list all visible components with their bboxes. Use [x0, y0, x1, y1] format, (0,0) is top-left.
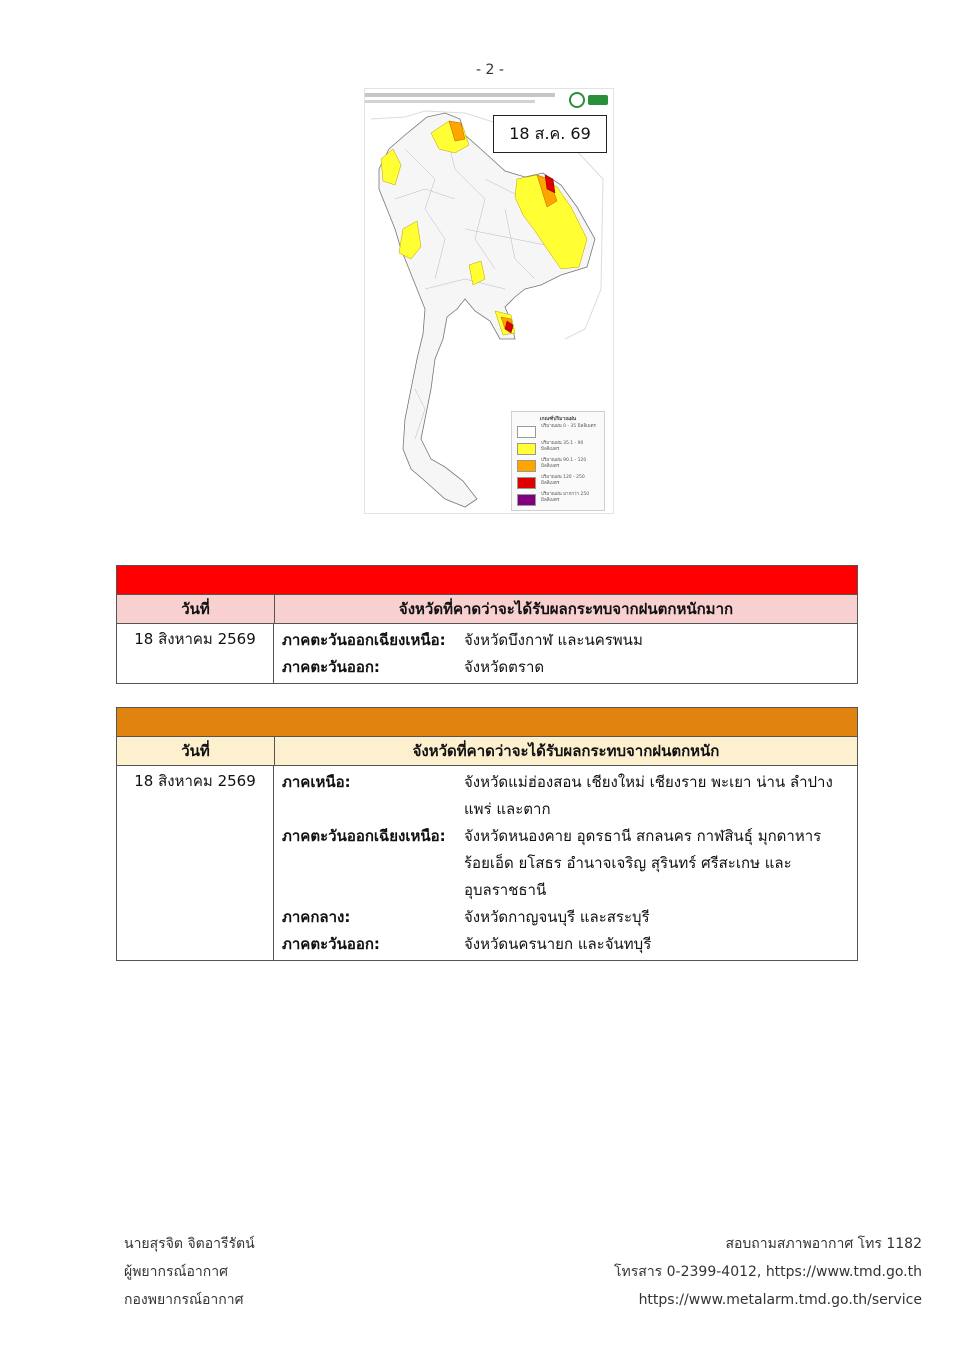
forecaster-title: ผู้พยากรณ์อากาศ [124, 1264, 228, 1280]
legend-label: ปริมาณฝน 120 - 250 มิลลิเมตร [541, 475, 585, 486]
province-list: จังหวัดตราด [464, 658, 545, 676]
legend-item [517, 475, 604, 491]
region-name: ภาคตะวันออกเฉียงเหนือ: [282, 631, 446, 649]
tmd-logo [570, 93, 608, 107]
region-row [282, 769, 857, 823]
region-row [282, 931, 857, 958]
table-header [117, 595, 857, 624]
legend-swatch [517, 494, 536, 506]
region-row [282, 627, 857, 654]
footer-signature [124, 1230, 255, 1314]
region-name: ภาคตะวันออก: [282, 935, 380, 953]
forecaster-name: นายสุรจิต จิตอารีรัตน์ [124, 1236, 255, 1252]
map-caption-bar [365, 93, 555, 97]
region-name: ภาคกลาง: [282, 908, 351, 926]
legend-swatch [517, 477, 536, 489]
header-date: วันที่ [117, 737, 275, 765]
legend-item [517, 441, 604, 457]
province-list: จังหวัดกาญจนบุรี และสระบุรี [464, 908, 650, 926]
forecast-date: 18 สิงหาคม 2569 [117, 766, 274, 960]
map-caption-bar [365, 100, 535, 103]
forecast-date: 18 สิงหาคม 2569 [117, 624, 274, 683]
legend-label: ปริมาณฝน 0 - 35 มิลลิเมตร [541, 424, 596, 429]
map-legend [511, 411, 605, 511]
table-header [117, 737, 857, 766]
legend-label: ปริมาณฝน มากกว่า 250 มิลลิเมตร [541, 492, 590, 503]
table-body [117, 624, 857, 683]
legend-item [517, 424, 604, 440]
region-name: ภาคเหนือ: [282, 773, 351, 791]
region-list [274, 766, 857, 960]
header-provinces: จังหวัดที่คาดว่าจะได้รับผลกระทบจากฝนตกหนัก [412, 742, 720, 760]
province-list: จังหวัดนครนายก และจันทบุรี [464, 935, 652, 953]
legend-item [517, 492, 604, 508]
region-name: ภาคตะวันออกเฉียงเหนือ: [282, 827, 446, 845]
province-list: จังหวัดหนองคาย อุดรธานี สกลนคร กาฬสินธุ์ มุกดาหาร ร้อยเอ็ด ยโสธร อำนาจเจริญ สุรินทร์ ศรีสะเกษ และอุบลราชธานี [464, 827, 822, 899]
contact-service-link[interactable]: https://www.metalarm.tmd.go.th/service [638, 1292, 922, 1308]
map-date-label: 18 ส.ค. 69 [493, 115, 607, 153]
heavy-rain-table [116, 707, 858, 961]
table-body [117, 766, 857, 960]
region-row [282, 904, 857, 931]
rainfall-forecast-map [364, 88, 614, 514]
footer-contact [614, 1230, 922, 1314]
legend-label: ปริมาณฝน 35.1 - 90 มิลลิเมตร [541, 441, 584, 452]
page-number: - 2 - [476, 62, 504, 78]
contact-phone: สอบถามสภาพอากาศ โทร 1182 [725, 1236, 922, 1252]
header-date: วันที่ [117, 595, 275, 623]
legend-label: ปริมาณฝน 90.1 - 120 มิลลิเมตร [541, 458, 587, 469]
region-name: ภาคตะวันออก: [282, 658, 380, 676]
very-heavy-rain-color-bar [117, 566, 857, 595]
region-row [282, 823, 857, 904]
heavy-rain-color-bar [117, 708, 857, 737]
region-row [282, 654, 857, 681]
division-name: กองพยากรณ์อากาศ [124, 1292, 244, 1308]
legend-swatch [517, 443, 536, 455]
region-list [274, 624, 857, 683]
header-provinces: จังหวัดที่คาดว่าจะได้รับผลกระทบจากฝนตกหนักมาก [398, 600, 734, 618]
very-heavy-rain-table [116, 565, 858, 684]
legend-swatch [517, 460, 536, 472]
legend-swatch [517, 426, 536, 438]
province-list: จังหวัดบึงกาฬ และนครพนม [464, 631, 643, 649]
province-list: จังหวัดแม่ฮ่องสอน เชียงใหม่ เชียงราย พะเยา น่าน ลำปาง แพร่ และตาก [464, 773, 833, 818]
contact-fax-website[interactable]: โทรสาร 0-2399-4012, https://www.tmd.go.th [614, 1264, 922, 1280]
legend-title: เกณฑ์ปริมาณฝน [539, 416, 577, 422]
legend-item [517, 458, 604, 474]
